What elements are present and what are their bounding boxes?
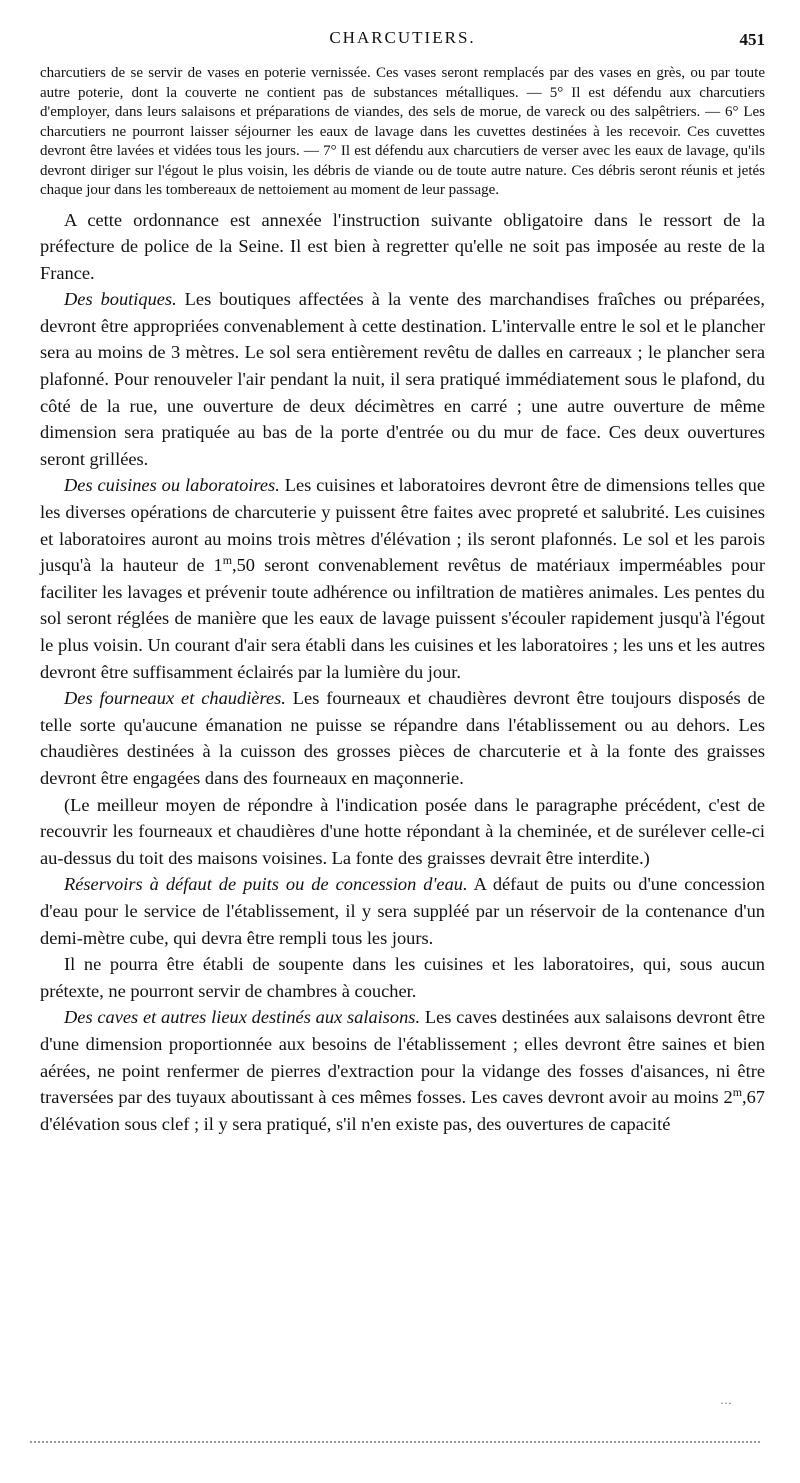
body-text [40, 207, 765, 1138]
caves-paragraph [40, 1004, 765, 1137]
boutiques-heading: Des boutiques. [64, 289, 177, 310]
boutiques-paragraph [40, 286, 765, 472]
intro-paragraph: A cette ordonnance est annexée l'instruction suivante obligatoire dans le ressort de la préfecture de police de la Seine. Il est bien à regretter qu'elle ne soit pas imposée au reste de la France. [40, 209, 765, 283]
fourneaux-heading: Des fourneaux et chaudières. [64, 688, 286, 709]
cuisines-text-a: Les cuisines et laboratoires devront être de dimensions telles que les diverses opérations de charcuterie y puissent être faites avec propreté et salubrité. Les cuisines et laboratoires auront au moins trois mètres d'élévation ; ils seront plafonnés. Le sol et les parois jusqu'à la hauteur de 1 [40, 475, 765, 576]
fourneaux-paragraph [40, 685, 765, 791]
caves-text-b: ,67 d'élévation sous clef ; il y sera pratiqué, s'il n'en existe pas, des ouvertures de capacité [40, 1087, 765, 1134]
cuisines-heading: Des cuisines ou laboratoires. [64, 475, 280, 496]
reservoirs-paragraph [40, 871, 765, 951]
soupente-paragraph: Il ne pourra être établi de soupente dans les cuisines et les laboratoires, qui, sous aucun prétexte, ne pourront servir de chambres à coucher. [40, 954, 765, 1001]
fourneaux-text: Les fourneaux et chaudières devront être toujours disposés de telle sorte qu'aucune émanation ne puisse se répandre dans l'établissement ou au dehors. Les chaudières destinées à la cuisson des grosses pièces de charcuterie et à la fonte des graisses devront être engagées dans des fourneaux en maçonnerie. [40, 688, 765, 788]
small-print-paragraph: charcutiers de se servir de vases en poterie vernissée. Ces vases seront remplacés par des vases en grès, ou par toute autre poterie, dont la couverte ne contient pas de substances métalliques. — 5° Il est défendu aux charcutiers d'employer, dans leurs salaisons et préparations de viandes, des sels de morue, de vareck ou des salpêtriers. — 6° Les charcutiers ne pourront laisser séjourner les eaux de lavage dans les cuvettes destinées à les recevoir. Ces cuvettes devront être lavées et vidées tous les jours. — 7° Il est défendu aux charcutiers de verser avec les eaux de lavage, qu'ils devront diriger sur l'égout le plus voisin, les débris de viande ou de toute autre nature. Ces débris seront réunis et jetés chaque jour dans les tombereaux de nettoiement au moment de leur passage. [40, 65, 765, 198]
cuisines-unit-superscript: m [222, 553, 233, 568]
footer-dotted-rule [30, 1441, 760, 1443]
page-number: 451 [739, 30, 765, 49]
boutiques-text: Les boutiques affectées à la vente des marchandises fraîches ou préparées, devront être appropriées convenablement à cette destination. L'intervalle entre le sol et le plancher sera au moins de 3 mètres. Le sol sera entièrement revêtu de dalles en carreaux ; le plancher sera plafonné. Pour renouveler l'air pendant la nuit, il sera pratiqué immédiatement sous le plafond, du côté de la rue, une ouverture de deux décimètres en carré ; une autre ouverture de même dimension sera pratiquée au bas de la porte d'entrée ou du mur de face. Ces deux ouvertures seront grillées. [40, 289, 766, 469]
reservoirs-heading: Réservoirs à défaut de puits ou de concession d'eau. [64, 874, 468, 895]
caves-heading: Des caves et autres lieux destinés aux salaisons. [64, 1007, 421, 1028]
reservoirs-text: A défaut de puits ou d'une concession d'eau pour le service de l'établissement, il y sera suppléé par un réservoir de la contenance d'un demi-mètre cube, qui devra être rempli tous les jours. [40, 874, 765, 948]
cuisines-paragraph [40, 472, 765, 685]
remark-paragraph: (Le meilleur moyen de répondre à l'indication posée dans le paragraphe précédent, c'est de recouvrir les fourneaux et chaudières d'une hotte répondant à la cheminée, et de surélever celle-ci au-dessus du toit des maisons voisines. La fonte des graisses devrait être interdite.) [40, 794, 765, 868]
running-title: CHARCUTIERS. [329, 28, 476, 47]
page-header [40, 28, 765, 50]
printer-mark: … [720, 1393, 732, 1407]
caves-unit-superscript: m [732, 1084, 742, 1099]
book-page [40, 28, 765, 1137]
cuisines-text-b: ,50 seront convenablement revêtus de matériaux imperméables pour faciliter les lavages et prévenir toute adhérence ou infiltration de matières animales. Les pentes du sol seront réglées de manière que les eaux de lavage puissent s'écouler rapidement jusqu'à l'égout le plus voisin. Un courant d'air sera établi dans les cuisines et les laboratoires ; les uns et les autres devront être suffisamment éclairés par la lumière du jour. [40, 555, 765, 682]
caves-text-a: Les caves destinées aux salaisons devront être d'une dimension proportionnée aux besoins de l'établissement ; elles devront être saines et bien aérées, ne point renfermer de pierres d'extraction pour la vidange des fosses d'aisances, ni être traversées par des tuyaux aboutissant à ces mêmes fosses. Les caves devront avoir au moins 2 [40, 1007, 765, 1108]
